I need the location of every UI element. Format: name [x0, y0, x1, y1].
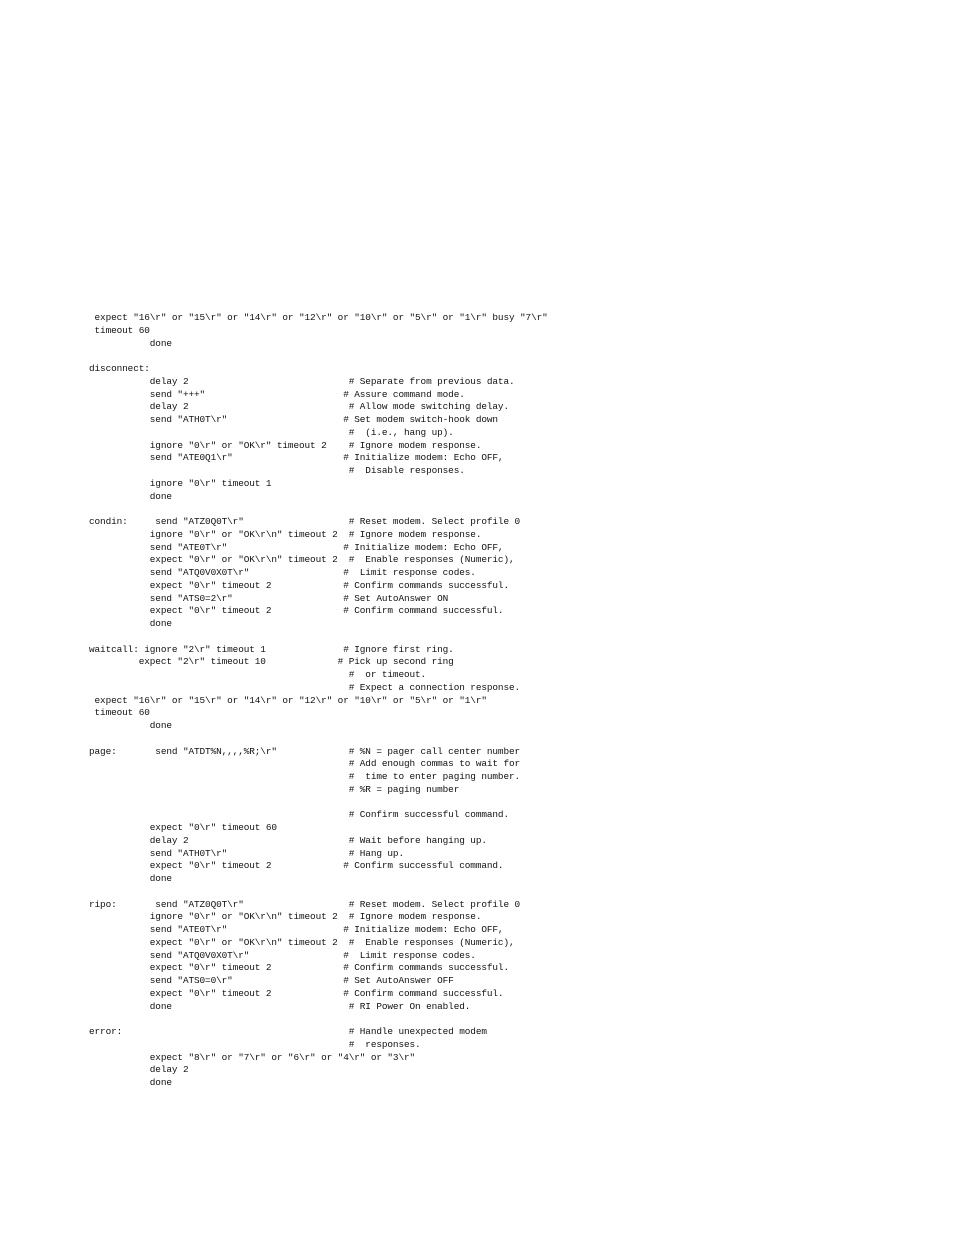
code-line: expect "0\r" timeout 2 # Confirm successful command. [89, 860, 504, 872]
code-line: done [89, 618, 172, 629]
code-line: # Confirm successful command. [89, 809, 509, 821]
code-line: ripo: send "ATZ0Q0T\r" # Reset modem. Select profile 0 [89, 898, 521, 910]
code-line: expect "0\r" timeout 60 [89, 822, 277, 833]
code-line: send "ATS0=2\r" # Set AutoAnswer ON [89, 592, 449, 604]
code-line: expect "0\r" timeout 2 # Confirm commands successful. [89, 962, 509, 974]
code-line [89, 886, 548, 899]
code-line: delay 2 # Separate from previous data. [89, 375, 515, 387]
code-line: delay 2 # Wait before hanging up. [89, 834, 487, 846]
code-line: expect "0\r" timeout 2 # Confirm command successful. [89, 987, 504, 999]
code-line: send "ATS0=0\r" # Set AutoAnswer OFF [89, 975, 454, 986]
code-line: done [89, 1077, 172, 1088]
code-line [89, 733, 548, 746]
code-line: condin: send "ATZ0Q0T\r" # Reset modem. Select profile 0 [89, 516, 521, 527]
code-line: done # RI Power On enabled. [89, 1000, 471, 1012]
code-line: done [89, 490, 172, 502]
code-line [89, 1013, 548, 1026]
code-line: ignore "0\r" or "OK\r\n" timeout 2 # Ignore modem response. [89, 911, 482, 923]
code-line [89, 631, 548, 644]
code-line: # Add enough commas to wait for [89, 758, 521, 770]
code-line: delay 2 [89, 1064, 189, 1076]
code-line: send "ATH0T\r" # Set modem switch-hook down [89, 414, 498, 425]
code-line: error: # Handle unexpected modem [89, 1026, 487, 1037]
code-line: # Expect a connection response. [89, 681, 521, 693]
code-line: # %R = paging number [89, 783, 460, 795]
code-line: timeout 60 [89, 707, 150, 719]
code-line: # time to enter paging number. [89, 771, 521, 782]
code-line [89, 350, 548, 363]
code-line: # responses. [89, 1038, 421, 1050]
code-line: ignore "0\r" or "OK\r\n" timeout 2 # Ignore modem response. [89, 528, 482, 540]
code-line: done [89, 337, 172, 349]
code-line: ignore "0\r" or "OK\r" timeout 2 # Ignore modem response. [89, 439, 482, 451]
code-line: send "ATE0Q1\r" # Initialize modem: Echo OFF, [89, 452, 504, 464]
code-line: waitcall: ignore "2\r" timeout 1 # Ignore first ring. [89, 643, 454, 655]
code-line: send "ATQ0V0X0T\r" # Limit response codes. [89, 949, 476, 961]
code-line: disconnect: [89, 363, 150, 374]
code-line: delay 2 # Allow mode switching delay. [89, 401, 509, 413]
code-line: send "ATQ0V0X0T\r" # Limit response codes. [89, 567, 476, 578]
code-line: expect "0\r" or "OK\r\n" timeout 2 # Enable responses (Numeric), [89, 554, 515, 566]
code-line: expect "0\r" or "OK\r\n" timeout 2 # Enable responses (Numeric), [89, 936, 515, 948]
code-line [89, 503, 548, 516]
code-line: send "ATE0T\r" # Initialize modem: Echo OFF, [89, 924, 504, 935]
code-line: expect "8\r" or "7\r" or "6\r" or "4\r" or "3\r" [89, 1051, 416, 1063]
code-line: done [89, 720, 172, 731]
code-line: expect "16\r" or "15\r" or "14\r" or "12\r" or "10\r" or "5\r" or "1\r" [89, 694, 487, 706]
code-line: send "ATH0T\r" # Hang up. [89, 847, 404, 859]
code-line: send "+++" # Assure command mode. [89, 388, 465, 400]
code-line: # (i.e., hang up). [89, 426, 454, 438]
code-line [89, 797, 548, 810]
code-line: expect "16\r" or "15\r" or "14\r" or "12\r" or "10\r" or "5\r" or "1\r" busy "7\r" [89, 312, 548, 323]
code-line: expect "2\r" timeout 10 # Pick up second ring [89, 656, 454, 668]
code-line: # or timeout. [89, 669, 427, 680]
code-line: # Disable responses. [89, 465, 465, 476]
code-listing [89, 312, 548, 1090]
code-line: done [89, 873, 172, 884]
code-line: timeout 60 [89, 324, 150, 336]
code-line: expect "0\r" timeout 2 # Confirm command successful. [89, 605, 504, 617]
code-line: ignore "0\r" timeout 1 [89, 477, 272, 489]
code-line: send "ATE0T\r" # Initialize modem: Echo OFF, [89, 541, 504, 553]
code-line: page: send "ATDT%N,,,,%R;\r" # %N = pager call center number [89, 745, 521, 757]
code-line: expect "0\r" timeout 2 # Confirm commands successful. [89, 579, 509, 591]
